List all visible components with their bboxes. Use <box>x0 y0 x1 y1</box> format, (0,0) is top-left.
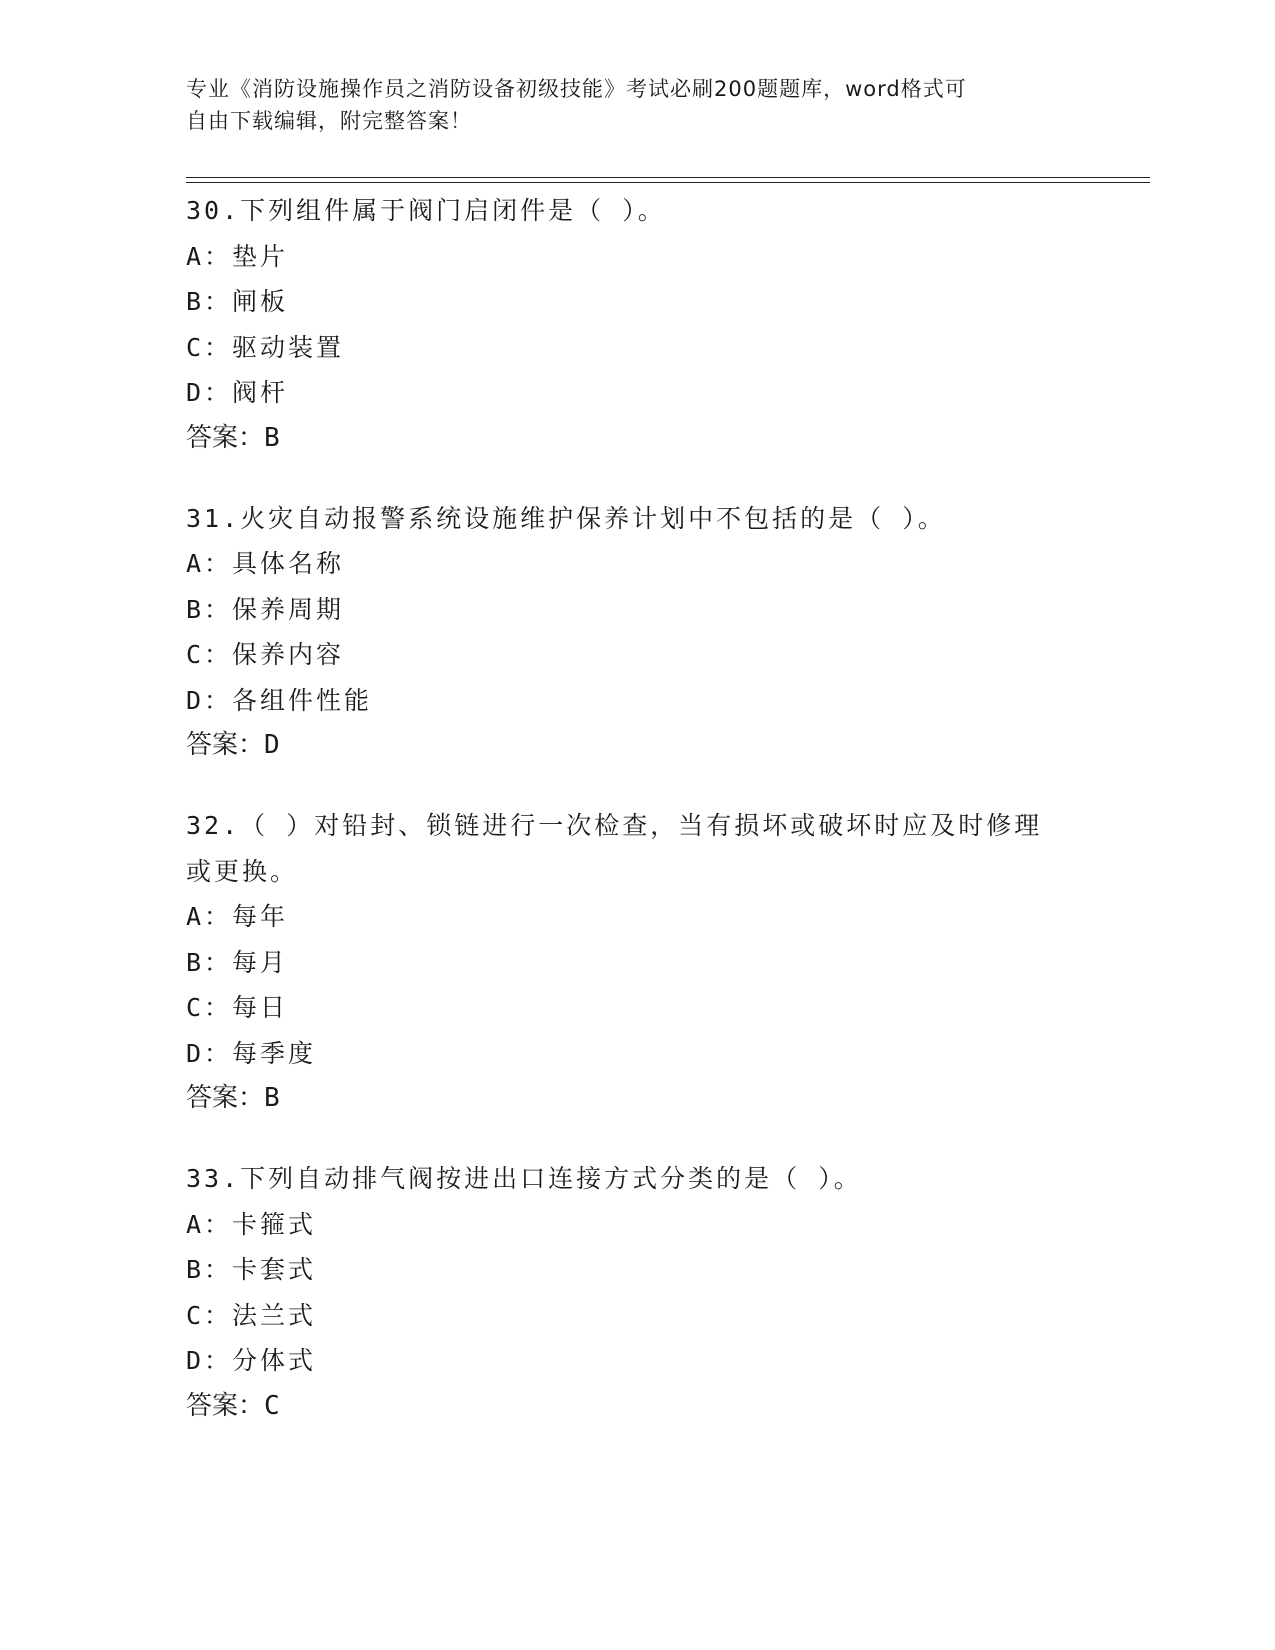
header-divider <box>186 177 1150 183</box>
question-31 <box>186 496 1086 768</box>
question-text: 32.（ ）对铅封、锁链进行一次检查，当有损坏或破坏时应及时修理 <box>186 811 1043 840</box>
option-b: B：卡套式 <box>186 1255 317 1284</box>
answer <box>186 416 1086 460</box>
option-d: D：各组件性能 <box>186 685 373 715</box>
question-text: 30.下列组件属于阀门启闭件是（ ）。 <box>186 196 666 225</box>
question-33 <box>186 1156 1086 1428</box>
option-c: C：驱动装置 <box>186 332 345 362</box>
question-list <box>186 188 1086 1464</box>
question-text-continued: 或更换。 <box>186 856 299 886</box>
question-text: 33.下列自动排气阀按进出口连接方式分类的是（ ）。 <box>186 1164 862 1193</box>
option-b: B：每月 <box>186 947 289 977</box>
option-a: A：垫片 <box>186 241 289 271</box>
option-c: C：法兰式 <box>186 1300 317 1330</box>
answer-value: D <box>264 730 280 760</box>
option-a: A：卡箍式 <box>186 1209 317 1239</box>
question-text: 31.火灾自动报警系统设施维护保养计划中不包括的是（ ）。 <box>186 503 946 533</box>
answer-label: 答案： <box>186 730 265 760</box>
option-d: D：分体式 <box>186 1346 317 1375</box>
header-line-1: 专业《消防设施操作员之消防设备初级技能》考试必刷200题题库，word格式可 <box>186 77 967 101</box>
option-a: A：具体名称 <box>186 549 345 578</box>
document-header <box>186 73 1066 137</box>
question-32 <box>186 803 1086 1120</box>
answer <box>186 723 1086 767</box>
answer-value: B <box>264 1083 280 1113</box>
question-30 <box>186 188 1086 460</box>
answer <box>186 1076 1086 1120</box>
option-d: D：每季度 <box>186 1038 317 1068</box>
answer <box>186 1384 1086 1428</box>
option-c: C：每日 <box>186 993 289 1022</box>
answer-label: 答案： <box>186 422 265 453</box>
answer-value: B <box>264 422 280 453</box>
header-line-2: 自由下载编辑，附完整答案！ <box>186 109 472 133</box>
answer-label: 答案： <box>186 1390 265 1421</box>
option-a: A：每年 <box>186 902 289 931</box>
option-d: D：阀杆 <box>186 378 289 407</box>
option-b: B：保养周期 <box>186 594 345 624</box>
option-b: B：闸板 <box>186 287 289 316</box>
answer-label: 答案： <box>186 1083 265 1113</box>
option-c: C：保养内容 <box>186 640 345 669</box>
answer-value: C <box>264 1390 280 1421</box>
